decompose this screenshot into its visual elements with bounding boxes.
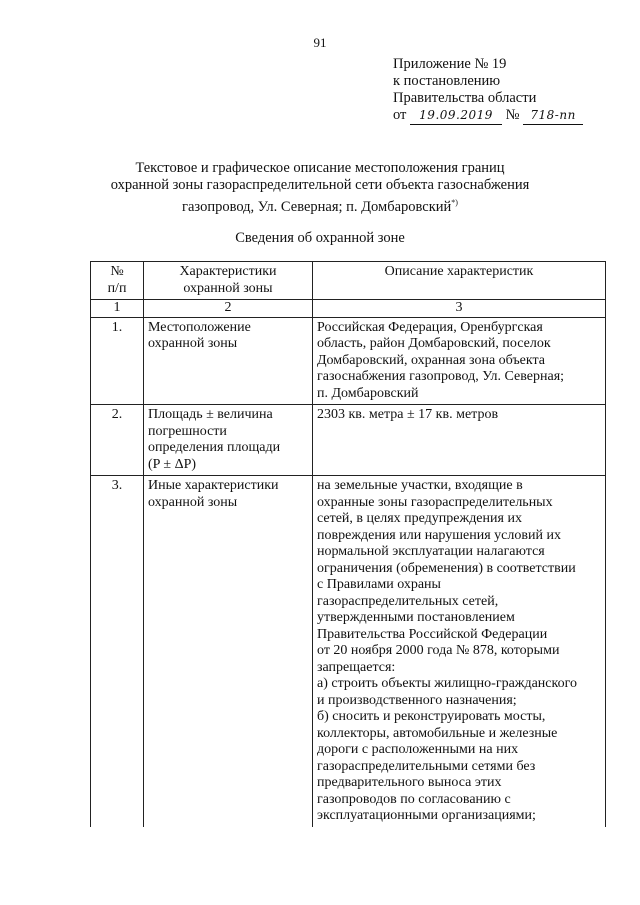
row-description: 2303 кв. метра ± 17 кв. метров	[313, 405, 606, 476]
from-label: от	[393, 107, 407, 123]
column-numbers-row	[91, 300, 606, 318]
column-number-2: 2	[144, 300, 313, 318]
handwritten-date: 19.09.2019	[410, 107, 502, 125]
row-number: 3.	[91, 476, 144, 827]
row-number: 1.	[91, 317, 144, 405]
header-characteristics: Характеристики охранной зоны	[144, 262, 313, 300]
appendix-header	[393, 56, 583, 125]
row-description: на земельные участки, входящие в охранные зоны газораспределительных сетей, в целях предупреждения их повреждения или нарушения условий их нормальной эксплуатации налагаются ограничения (обременения) в соответствии с Правилами охраны газораспределительных сетей, утвержденными постановлением Правительства Российской Федерации от 20 ноября 2000 года № 878, которыми запрещается: а) строить объекты жилищно-гражданского и производственного назначения; б) сносить и реконструировать мосты, коллекторы, автомобильные и железные дороги с расположенными на них газораспределительными сетями без предварительного выноса этих газопроводов по согласованию с эксплуатационными организациями;	[313, 476, 606, 827]
table-row	[91, 405, 606, 476]
header-description: Описание характеристик	[313, 262, 606, 300]
title-line-2: охранной зоны газораспределительной сети объекта газоснабжения	[110, 177, 530, 193]
appendix-line-1: Приложение № 19	[393, 56, 507, 72]
title-line-3-text: газопровод, Ул. Северная; п. Домбаровский	[182, 198, 452, 215]
row-characteristic: Иные характеристики охранной зоны	[144, 476, 313, 827]
table-row	[91, 317, 606, 405]
header-number: № п/п	[91, 262, 144, 300]
column-number-1: 1	[91, 300, 144, 318]
page-number: 91	[313, 35, 327, 50]
section-subtitle: Сведения об охранной зоне	[235, 230, 405, 246]
row-number: 2.	[91, 405, 144, 476]
row-characteristic: Местоположение охранной зоны	[144, 317, 313, 405]
column-number-3: 3	[313, 300, 606, 318]
appendix-line-3: Правительства области	[393, 90, 537, 106]
footnote-mark: *)	[451, 198, 458, 207]
table-row	[91, 476, 606, 827]
table-header-row	[91, 262, 606, 300]
row-characteristic: Площадь ± величина погрешности определения площади (P ± ΔP)	[144, 405, 313, 476]
zone-info-table	[90, 261, 606, 827]
number-label: №	[505, 107, 520, 123]
appendix-date-line	[393, 107, 583, 125]
row-description: Российская Федерация, Оренбургская область, район Домбаровский, поселок Домбаровский, охранная зона объекта газоснабжения газопровод, Ул. Северная; п. Домбаровский	[313, 317, 606, 405]
appendix-line-2: к постановлению	[393, 73, 501, 89]
handwritten-number: 718-пп	[523, 107, 583, 125]
document-title	[60, 160, 580, 216]
title-line-1: Текстовое и графическое описание местоположения границ	[135, 160, 505, 176]
title-line-3	[60, 194, 580, 216]
